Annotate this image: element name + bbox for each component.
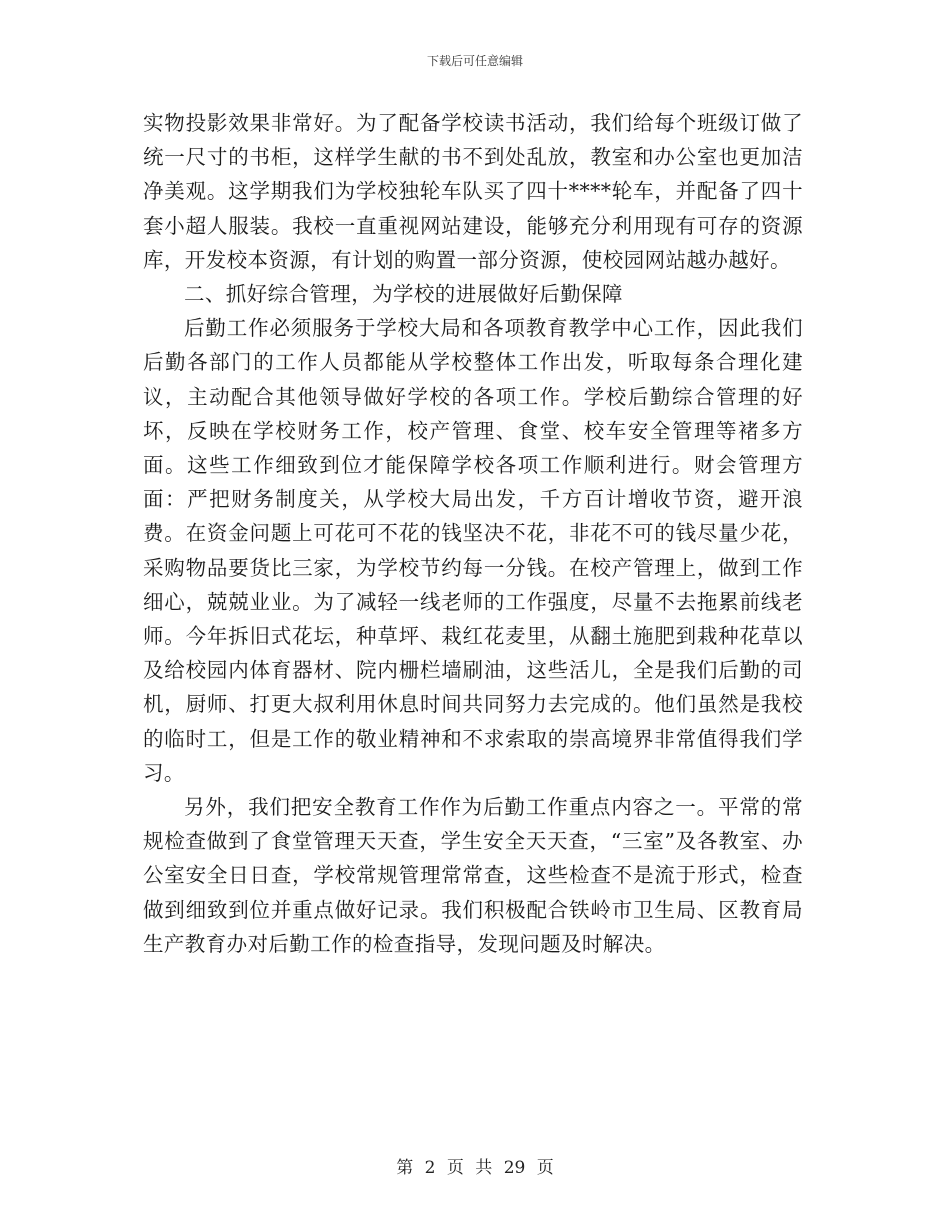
paragraph-logistics-management: 后勤工作必须服务于学校大局和各项教育教学中心工作，因此我们后勤各部门的工作人员都能从学校整体工作出发，听取每条合理化建议，主动配合其他领导做好学校的各项工作。学校后勤综合管理的好坏，反映在学校财务工作，校产管理、食堂、校车安全管理等褚多方面。这些工作细致到位才能保障学校各项工作顺利进行。财会管理方面：严把财务制度关，从学校大局出发，千方百计增收节资，避开浪费。在资金问题上可花可不花的钱坚决不花，非花不可的钱尽量少花，采购物品要货比三家，为学校节约每一分钱。在校产管理上，做到工作细心，兢兢业业。为了减轻一线老师的工作强度，尽量不去拖累前线老师。今年拆旧式花坛，种草坪、栽红花麦里，从翻土施肥到栽种花草以及给校园内体育器材、院内栅栏墙刷油，这些活儿，全是我们后勤的司机，厨师、打更大叔利用休息时间共同努力去完成的。他们虽然是我校的临时工，但是工作的敬业精神和不求索取的崇高境界非常值得我们学习。 <box>143 316 803 785</box>
paragraph-continuation: 实物投影效果非常好。为了配备学校读书活动，我们给每个班级订做了统一尺寸的书柜，这样学生献的书不到处乱放，教室和办公室也更加洁净美观。这学期我们为学校独轮车队买了四十****轮车，并配备了四十套小超人服装。我校一直重视网站建设，能够充分利用现有可存的资源库，开发校本资源，有计划的购置一部分资源，使校园网站越办越好。 <box>143 111 803 272</box>
paragraph-safety-education: 另外，我们把安全教育工作作为后勤工作重点内容之一。平常的常规检查做到了食堂管理天天查，学生安全天天查，“三室”及各教室、办公室安全日日查，学校常规管理常常查，这些检查不是流于形式，检查做到细致到位并重点做好记录。我们积极配合铁岭市卫生局、区教育局生产教育办对后勤工作的检查指导，发现问题及时解决。 <box>143 795 803 956</box>
page-header: 下载后可任意编辑 <box>426 54 523 68</box>
page-number: 第 2 页 共 29 页 <box>396 1158 554 1178</box>
document-body <box>143 106 803 961</box>
section-heading: 二、抓好综合管理，为学校的进展做好后勤保障 <box>184 282 623 307</box>
